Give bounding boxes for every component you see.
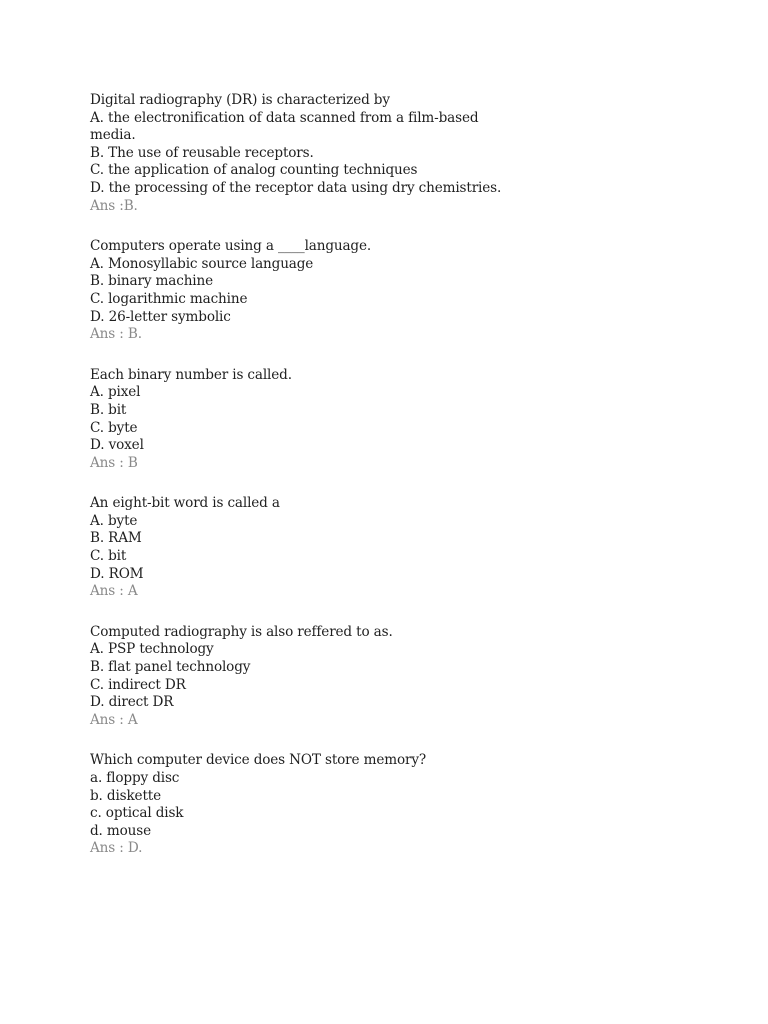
question-4 [90,495,730,601]
option-a: A. byte [90,512,138,529]
option-b: B. bit [90,401,127,418]
question-5 [90,624,730,730]
answer-text: Ans :B. [90,197,138,214]
option-a: a. floppy disc [90,770,180,786]
answer-text: Ans : D. [90,840,143,857]
option-d: D. the processing of the receptor data using dry chemistries. [90,179,502,196]
option-d: D. ROM [90,565,144,582]
question-stem: Computed radiography is also reffered to as. [90,623,393,640]
question-stem: An eight-bit word is called a [90,495,280,512]
question-2 [90,238,730,344]
option-b: b. diskette [90,787,161,804]
question-stem: Each binary number is called. [90,366,292,383]
option-c: C. logarithmic machine [90,290,248,307]
option-d: d. mouse [90,822,151,839]
option-a: A. the electronification of data scanned from a film-based media. [90,109,479,144]
question-stem: Computers operate using a ____language. [90,238,372,255]
option-d: D. direct DR [90,694,174,711]
option-b: B. The use of reusable receptors. [90,144,314,161]
document-page [90,92,730,881]
question-3 [90,367,730,473]
option-b: B. flat panel technology [90,659,251,676]
option-c: C. bit [90,548,127,565]
option-c: C. the application of analog counting techniques [90,162,418,179]
option-c: c. optical disk [90,805,184,822]
question-stem: Which computer device does NOT store memory? [90,752,427,769]
answer-text: Ans : A [90,711,138,728]
option-c: C. byte [90,419,138,436]
option-b: B. binary machine [90,273,213,290]
question-1 [90,92,730,215]
option-c: C. indirect DR [90,676,186,693]
option-a: A. Monosyllabic source language [90,255,314,272]
option-a: A. PSP technology [90,641,214,658]
answer-text: Ans : B [90,454,138,471]
question-stem: Digital radiography (DR) is characterized by [90,92,390,108]
option-b: B. RAM [90,530,142,547]
option-a: A. pixel [90,384,141,401]
option-d: D. voxel [90,437,144,454]
answer-text: Ans : A [90,583,138,600]
answer-text: Ans : B. [90,326,142,343]
option-d: D. 26-letter symbolic [90,308,231,325]
question-6 [90,752,730,858]
